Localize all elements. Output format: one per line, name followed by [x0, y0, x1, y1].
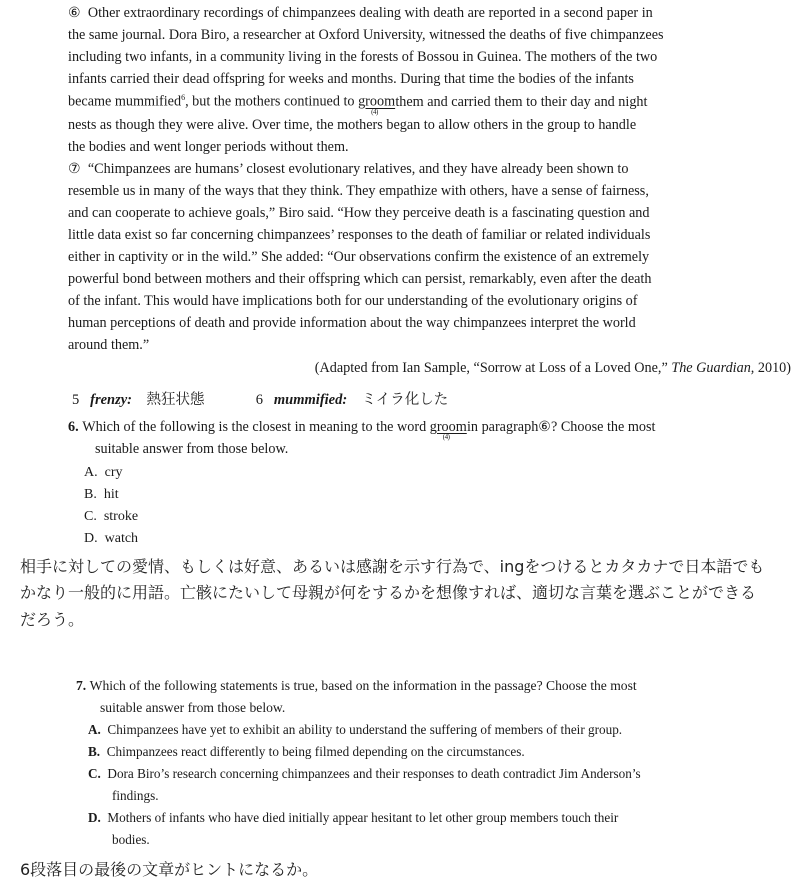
- paragraph-7-line-2: resemble us in many of the ways that they think. They empathize with others, have a sense of fairness,: [68, 183, 649, 199]
- line-text: became mummified: [68, 93, 182, 110]
- option-letter: D.: [88, 810, 101, 825]
- citation-text: (Adapted from Ian Sample, “Sorrow at Loss of a Loved One,”: [314, 360, 672, 376]
- option-text: Dora Biro’s research concerning chimpanzees and their responses to death contradict Jim Anderson’s: [107, 766, 641, 781]
- option-letter: A.: [88, 722, 101, 737]
- underlined-word-groom: groom: [358, 93, 396, 110]
- paragraph-6-line-2: the same journal. Dora Biro, a researcher at Oxford University, witnessed the deaths of five chimpanzees: [68, 27, 664, 43]
- option-letter: B.: [88, 744, 101, 759]
- question-7-option-d-line-2: bodies.: [112, 832, 150, 847]
- option-text: Chimpanzees have yet to exhibit an ability to understand the suffering of members of their group.: [107, 722, 623, 737]
- glossary-number-5: 5: [72, 392, 80, 408]
- footnote-ref: 6: [181, 93, 186, 102]
- paragraph-6-marker: ⑥: [68, 5, 81, 21]
- glossary-def-mummified: ミイラ化した: [361, 392, 449, 408]
- paragraph-7-line-3: and can cooperate to achieve goals,” Biro said. “How they perceive death is a fascinating question and: [68, 205, 650, 221]
- question-6-stem-line-1: [68, 419, 656, 441]
- hint-6-line-3: だろう。: [20, 610, 85, 629]
- paragraph-7-text: “Chimpanzees are humans’ closest evolutionary relatives, and they have already been shown to: [87, 161, 629, 177]
- question-6-word: groom: [429, 419, 467, 435]
- paragraph-6-line-7: the bodies and went longer periods without them.: [68, 139, 349, 155]
- paragraph-7-line-1: [68, 161, 628, 178]
- paragraph-7-marker: ⑦: [68, 161, 81, 177]
- option-text: Chimpanzees react differently to being filmed depending on the circumstances.: [106, 744, 525, 759]
- option-text: cry: [104, 465, 123, 480]
- question-6-option-b[interactable]: [84, 487, 119, 503]
- option-letter: B.: [84, 487, 97, 502]
- option-letter: C.: [88, 766, 101, 781]
- question-7-option-c-line-2: findings.: [112, 788, 159, 803]
- paragraph-6-line-5: [68, 93, 648, 116]
- source-citation: [315, 360, 791, 377]
- glossary: [72, 388, 448, 409]
- line-text: them and carried them to their day and night: [391, 93, 648, 110]
- paragraph-6-line-3: including two infants, in a community living in the forests of Bossou in Guinea. The mothers of the two: [68, 49, 658, 65]
- question-text: Which of the following is the closest in meaning to the word: [82, 419, 430, 435]
- question-text: Which of the following statements is true, based on the information in the passage? Choose the most: [89, 678, 637, 693]
- paragraph-7-line-7: of the infant. This would have implications both for our understanding of the evolutionary origins of: [68, 293, 638, 309]
- question-text: in paragraph⑥? Choose the most: [463, 419, 656, 435]
- question-6-option-c[interactable]: [84, 509, 138, 525]
- hint-7: 6段落目の最後の文章がヒントになるか。: [20, 860, 319, 879]
- paragraph-7-line-5: either in captivity or in the wild.” She added: “Our observations confirm the existence of an extremely: [68, 249, 650, 265]
- line-text: , but the mothers continued to: [185, 93, 359, 110]
- paragraph-7-line-4: little data exist so far concerning chimpanzees’ responses to the death of familiar or related individuals: [68, 227, 651, 243]
- option-letter: C.: [84, 509, 97, 524]
- paragraph-7-line-9: around them.”: [68, 337, 150, 353]
- citation-year: 2010): [754, 360, 791, 376]
- option-text: watch: [104, 531, 139, 546]
- question-7-number: 7.: [76, 678, 87, 693]
- question-6-number: 6.: [68, 419, 79, 435]
- question-6-label: (4): [442, 433, 450, 441]
- glossary-term-frenzy: frenzy:: [90, 392, 133, 408]
- paragraph-6-line-1: [68, 5, 653, 22]
- underline-label: (4): [371, 107, 378, 116]
- question-7-stem-line-2: suitable answer from those below.: [100, 700, 286, 715]
- question-6-option-a[interactable]: [84, 465, 123, 481]
- question-7-option-c[interactable]: [88, 766, 641, 782]
- option-text: Mothers of infants who have died initially appear hesitant to let other group members touch their: [107, 810, 619, 825]
- option-letter: D.: [84, 531, 98, 546]
- paragraph-6-line-4: infants carried their dead offspring for weeks and months. During that time the bodies of the infants: [68, 71, 634, 87]
- option-letter: A.: [84, 465, 98, 480]
- option-text: stroke: [103, 509, 139, 524]
- question-6-option-d[interactable]: [84, 531, 138, 547]
- paragraph-6-line-6: nests as though they were alive. Over time, the mothers began to allow others in the group to handle: [68, 117, 637, 133]
- glossary-number-6: 6: [255, 392, 264, 408]
- paragraph-7-line-8: human perceptions of death and provide information about the way chimpanzees interpret the world: [68, 315, 636, 331]
- paragraph-6-text: Other extraordinary recordings of chimpanzees dealing with death are reported in a second paper in: [87, 5, 653, 21]
- question-7-option-d[interactable]: [88, 810, 618, 826]
- paragraph-7-line-6: powerful bond between mothers and their offspring which can persist, remarkably, even after the death: [68, 271, 652, 287]
- publication-name: The Guardian,: [671, 360, 755, 376]
- question-6-stem-line-2: suitable answer from those below.: [95, 441, 289, 457]
- glossary-def-frenzy: 熱狂状態: [146, 392, 205, 408]
- question-7-option-b[interactable]: [88, 744, 525, 760]
- option-text: hit: [103, 487, 119, 502]
- hint-6-line-1: 相手に対しての愛情、もしくは好意、あるいは感謝を示す行為で、ingをつけるとカタカナで日本語でも: [20, 557, 765, 576]
- question-7-stem-line-1: [76, 678, 637, 694]
- glossary-term-mummified: mummified:: [273, 392, 348, 408]
- question-7-option-a[interactable]: [88, 722, 622, 738]
- hint-6-line-2: かなり一般的に用語。亡骸にたいして母親が何をするかを想像すれば、適切な言葉を選ぶことができる: [20, 583, 757, 602]
